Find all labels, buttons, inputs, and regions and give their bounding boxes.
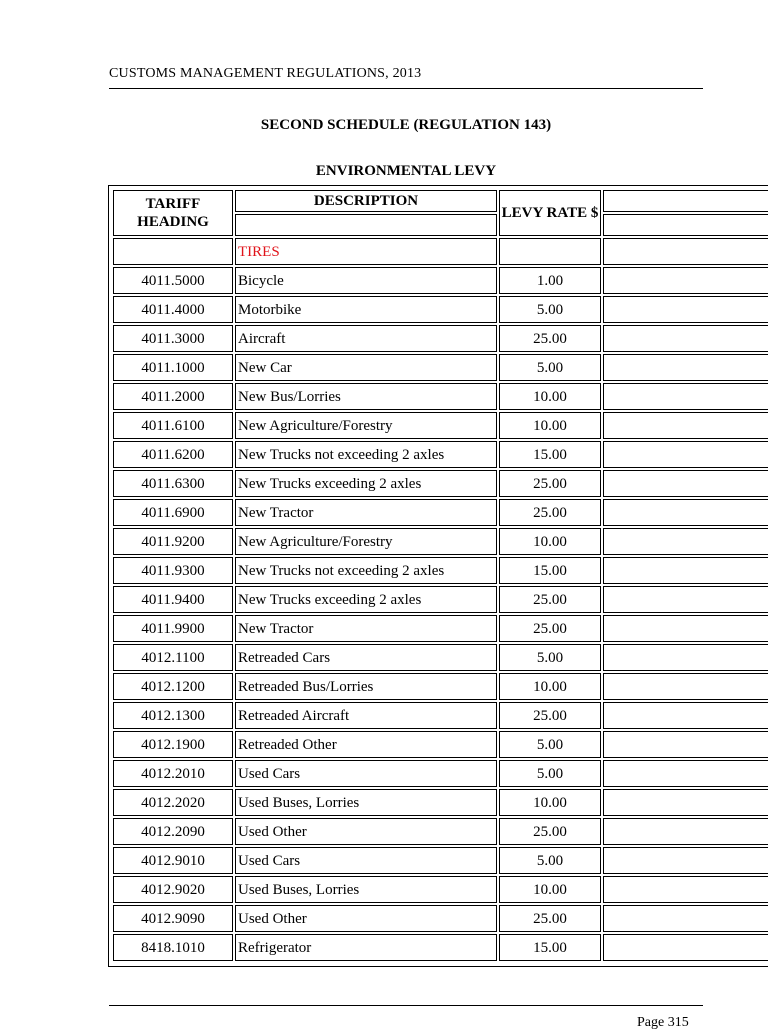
description-cell: Retreaded Cars xyxy=(235,644,497,671)
description-cell: New Trucks not exceeding 2 axles xyxy=(235,441,497,468)
table-header-row xyxy=(113,190,768,212)
description-cell: Used Buses, Lorries xyxy=(235,789,497,816)
section-code-cell xyxy=(113,238,233,265)
table-row xyxy=(113,760,768,787)
extra-cell xyxy=(603,267,768,294)
extra-cell xyxy=(603,644,768,671)
table-row xyxy=(113,847,768,874)
description-cell: New Agriculture/Forestry xyxy=(235,412,497,439)
tariff-code-cell: 4011.6200 xyxy=(113,441,233,468)
levy-rate-cell: 1.00 xyxy=(499,267,601,294)
description-cell: Used Cars xyxy=(235,760,497,787)
tariff-code-cell: 4012.9020 xyxy=(113,876,233,903)
description-cell: Used Buses, Lorries xyxy=(235,876,497,903)
description-cell: New Tractor xyxy=(235,499,497,526)
section-label-tires: TIRES xyxy=(235,238,497,265)
table-row xyxy=(113,296,768,323)
table-row xyxy=(113,586,768,613)
table-row xyxy=(113,673,768,700)
levy-rate-cell: 15.00 xyxy=(499,557,601,584)
levy-rate-cell: 10.00 xyxy=(499,383,601,410)
header-extra-sub xyxy=(603,214,768,236)
table-row xyxy=(113,905,768,932)
description-cell: Aircraft xyxy=(235,325,497,352)
extra-cell xyxy=(603,499,768,526)
tariff-code-cell: 4011.5000 xyxy=(113,267,233,294)
table-row xyxy=(113,528,768,555)
table-row xyxy=(113,412,768,439)
levy-title: ENVIRONMENTAL LEVY xyxy=(315,163,497,179)
table-row xyxy=(113,789,768,816)
table-row xyxy=(113,818,768,845)
levy-rate-cell: 5.00 xyxy=(499,847,601,874)
levy-rate-cell: 25.00 xyxy=(499,586,601,613)
levy-rate-cell: 15.00 xyxy=(499,934,601,961)
extra-cell xyxy=(603,586,768,613)
tariff-code-cell: 4011.9400 xyxy=(113,586,233,613)
levy-table-frame xyxy=(108,185,768,967)
levy-rate-cell: 25.00 xyxy=(499,702,601,729)
extra-cell xyxy=(603,412,768,439)
tariff-code-cell: 4011.9200 xyxy=(113,528,233,555)
description-cell: Retreaded Other xyxy=(235,731,497,758)
tariff-code-cell: 4011.4000 xyxy=(113,296,233,323)
levy-rate-cell: 25.00 xyxy=(499,905,601,932)
tariff-code-cell: 4012.2020 xyxy=(113,789,233,816)
table-row xyxy=(113,267,768,294)
description-cell: Used Other xyxy=(235,905,497,932)
extra-cell xyxy=(603,673,768,700)
levy-rate-cell: 15.00 xyxy=(499,441,601,468)
extra-cell xyxy=(603,441,768,468)
extra-cell xyxy=(603,383,768,410)
tariff-code-cell: 4011.2000 xyxy=(113,383,233,410)
tariff-code-cell: 4012.2090 xyxy=(113,818,233,845)
description-cell: Refrigerator xyxy=(235,934,497,961)
levy-rate-cell: 10.00 xyxy=(499,673,601,700)
tariff-code-cell: 4011.6300 xyxy=(113,470,233,497)
description-cell: New Agriculture/Forestry xyxy=(235,528,497,555)
table-row xyxy=(113,557,768,584)
description-cell: New Tractor xyxy=(235,615,497,642)
table-row xyxy=(113,731,768,758)
extra-cell xyxy=(603,934,768,961)
table-row xyxy=(113,325,768,352)
description-cell: Used Cars xyxy=(235,847,497,874)
extra-cell xyxy=(603,470,768,497)
tariff-code-cell: 8418.1010 xyxy=(113,934,233,961)
levy-rate-cell: 5.00 xyxy=(499,296,601,323)
page-number: Page 315 xyxy=(637,1015,689,1030)
extra-cell xyxy=(603,789,768,816)
tariff-code-cell: 4012.9010 xyxy=(113,847,233,874)
table-row xyxy=(113,615,768,642)
extra-cell xyxy=(603,615,768,642)
running-header: CUSTOMS MANAGEMENT REGULATIONS, 2013 xyxy=(109,66,422,81)
description-cell: Motorbike xyxy=(235,296,497,323)
tariff-code-cell: 4011.3000 xyxy=(113,325,233,352)
extra-cell xyxy=(603,731,768,758)
table-row xyxy=(113,702,768,729)
header-tariff-heading: TARIFF HEADING xyxy=(113,190,233,236)
levy-rate-cell: 25.00 xyxy=(499,499,601,526)
extra-cell xyxy=(603,818,768,845)
footer-rule xyxy=(109,1005,703,1006)
description-cell: Retreaded Bus/Lorries xyxy=(235,673,497,700)
tariff-code-cell: 4012.9090 xyxy=(113,905,233,932)
header-rule xyxy=(109,88,703,89)
tariff-code-cell: 4011.6900 xyxy=(113,499,233,526)
tariff-code-cell: 4012.1900 xyxy=(113,731,233,758)
levy-rate-cell: 25.00 xyxy=(499,818,601,845)
tariff-code-cell: 4011.1000 xyxy=(113,354,233,381)
levy-rate-cell: 5.00 xyxy=(499,760,601,787)
description-cell: New Trucks exceeding 2 axles xyxy=(235,586,497,613)
table-row xyxy=(113,470,768,497)
extra-cell xyxy=(603,702,768,729)
schedule-title: SECOND SCHEDULE (REGULATION 143) xyxy=(260,117,552,133)
description-cell: New Car xyxy=(235,354,497,381)
description-cell: Retreaded Aircraft xyxy=(235,702,497,729)
extra-cell xyxy=(603,528,768,555)
description-cell: Used Other xyxy=(235,818,497,845)
levy-rate-cell: 25.00 xyxy=(499,470,601,497)
levy-rate-cell: 10.00 xyxy=(499,412,601,439)
levy-rate-cell: 5.00 xyxy=(499,731,601,758)
table-row xyxy=(113,644,768,671)
tariff-code-cell: 4011.9900 xyxy=(113,615,233,642)
tariff-code-cell: 4011.6100 xyxy=(113,412,233,439)
section-extra-cell xyxy=(603,238,768,265)
extra-cell xyxy=(603,354,768,381)
tariff-code-cell: 4012.1200 xyxy=(113,673,233,700)
extra-cell xyxy=(603,876,768,903)
extra-cell xyxy=(603,296,768,323)
levy-rate-cell: 5.00 xyxy=(499,644,601,671)
levy-rate-cell: 25.00 xyxy=(499,325,601,352)
table-row xyxy=(113,934,768,961)
table-row xyxy=(113,383,768,410)
table-row xyxy=(113,354,768,381)
description-cell: Bicycle xyxy=(235,267,497,294)
levy-table xyxy=(111,188,768,963)
tariff-code-cell: 4012.1100 xyxy=(113,644,233,671)
levy-rate-cell: 25.00 xyxy=(499,615,601,642)
tariff-code-cell: 4011.9300 xyxy=(113,557,233,584)
section-row-tires xyxy=(113,238,768,265)
table-row xyxy=(113,876,768,903)
extra-cell xyxy=(603,557,768,584)
levy-rate-cell: 10.00 xyxy=(499,528,601,555)
extra-cell xyxy=(603,847,768,874)
description-cell: New Trucks not exceeding 2 axles xyxy=(235,557,497,584)
section-rate-cell xyxy=(499,238,601,265)
levy-rate-cell: 5.00 xyxy=(499,354,601,381)
extra-cell xyxy=(603,905,768,932)
table-row xyxy=(113,499,768,526)
description-cell: New Bus/Lorries xyxy=(235,383,497,410)
tariff-code-cell: 4012.1300 xyxy=(113,702,233,729)
header-description: DESCRIPTION xyxy=(235,190,497,212)
table-row xyxy=(113,441,768,468)
description-cell: New Trucks exceeding 2 axles xyxy=(235,470,497,497)
header-description-sub xyxy=(235,214,497,236)
extra-cell xyxy=(603,325,768,352)
extra-cell xyxy=(603,760,768,787)
header-levy-rate: LEVY RATE $ xyxy=(499,190,601,236)
header-extra-cell xyxy=(603,190,768,212)
tariff-code-cell: 4012.2010 xyxy=(113,760,233,787)
levy-rate-cell: 10.00 xyxy=(499,789,601,816)
levy-rate-cell: 10.00 xyxy=(499,876,601,903)
